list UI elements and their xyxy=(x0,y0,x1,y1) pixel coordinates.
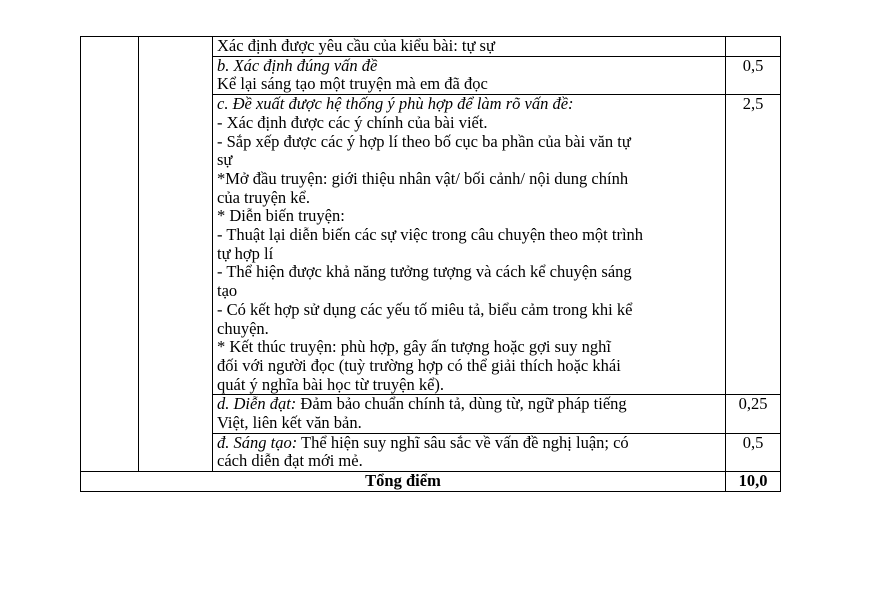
criteria-line: - Sắp xếp được các ý hợp lí theo bố cục ba phần của bài văn tự xyxy=(217,131,631,151)
subsection-cell xyxy=(139,37,213,472)
total-label: Tổng điểm xyxy=(81,472,726,492)
total-row xyxy=(81,472,781,492)
section-cell xyxy=(81,37,139,472)
criteria-line: Xác định được yêu cầu của kiểu bài: tự sự xyxy=(217,36,495,55)
criteria-cell xyxy=(213,95,726,395)
criteria-line: - Thuật lại diễn biến các sự việc trong câu chuyện theo một trình xyxy=(217,225,644,245)
criteria-line: sự xyxy=(217,150,233,170)
criteria-line: tự hợp lí xyxy=(217,243,274,263)
criteria-line: cách diễn đạt mới mẻ. xyxy=(217,451,363,471)
criteria-line: * Kết thúc truyện: phù hợp, gây ấn tượng hoặc gợi suy nghĩ xyxy=(217,337,611,357)
score-cell: 2,5 xyxy=(726,95,781,395)
criteria-line: - Có kết hợp sử dụng các yếu tố miêu tả, biểu cảm trong khi kể xyxy=(217,299,633,319)
criteria-line: của truyện kể. xyxy=(217,187,310,207)
criteria-cell xyxy=(213,56,726,94)
grading-table xyxy=(80,36,781,492)
criteria-heading: c. Đề xuất được hệ thống ý phù hợp để làm rõ vấn đề: xyxy=(217,94,574,114)
score-cell: 0,5 xyxy=(726,56,781,94)
score-cell xyxy=(726,37,781,57)
criteria-line: chuyện. xyxy=(217,318,269,338)
criteria-cell xyxy=(213,395,726,433)
criteria-line: * Diễn biến truyện: xyxy=(217,206,345,226)
criteria-line: *Mở đầu truyện: giới thiệu nhân vật/ bối cảnh/ nội dung chính xyxy=(217,168,629,188)
criteria-heading: b. Xác định đúng vấn đề xyxy=(217,55,378,75)
criteria-cell xyxy=(213,433,726,471)
criteria-line: - Xác định được các ý chính của bài viết. xyxy=(217,112,488,132)
criteria-line: - Thể hiện được khả năng tưởng tượng và cách kể chuyện sáng xyxy=(217,262,632,282)
criteria-line: đối với người đọc (tuỳ trường hợp có thể giải thích hoặc khái xyxy=(217,355,621,375)
criteria-line: quát ý nghĩa bài học từ truyện kể). xyxy=(217,374,445,394)
score-cell: 0,5 xyxy=(726,433,781,471)
table-row xyxy=(81,37,781,57)
criteria-cell xyxy=(213,37,726,57)
criteria-line: tạo xyxy=(217,281,238,301)
criteria-line: Thể hiện suy nghĩ sâu sắc về vấn đề nghị luận; có xyxy=(301,432,629,452)
criteria-line: Kể lại sáng tạo một truyện mà em đã đọc xyxy=(217,74,488,94)
criteria-line: Việt, liên kết văn bản. xyxy=(217,413,362,433)
total-score: 10,0 xyxy=(726,472,781,492)
criteria-heading: d. Diễn đạt: xyxy=(217,394,297,414)
score-cell: 0,25 xyxy=(726,395,781,433)
criteria-line: Đảm bảo chuẩn chính tả, dùng từ, ngữ pháp tiếng xyxy=(300,394,627,414)
criteria-heading: đ. Sáng tạo: xyxy=(217,432,298,452)
